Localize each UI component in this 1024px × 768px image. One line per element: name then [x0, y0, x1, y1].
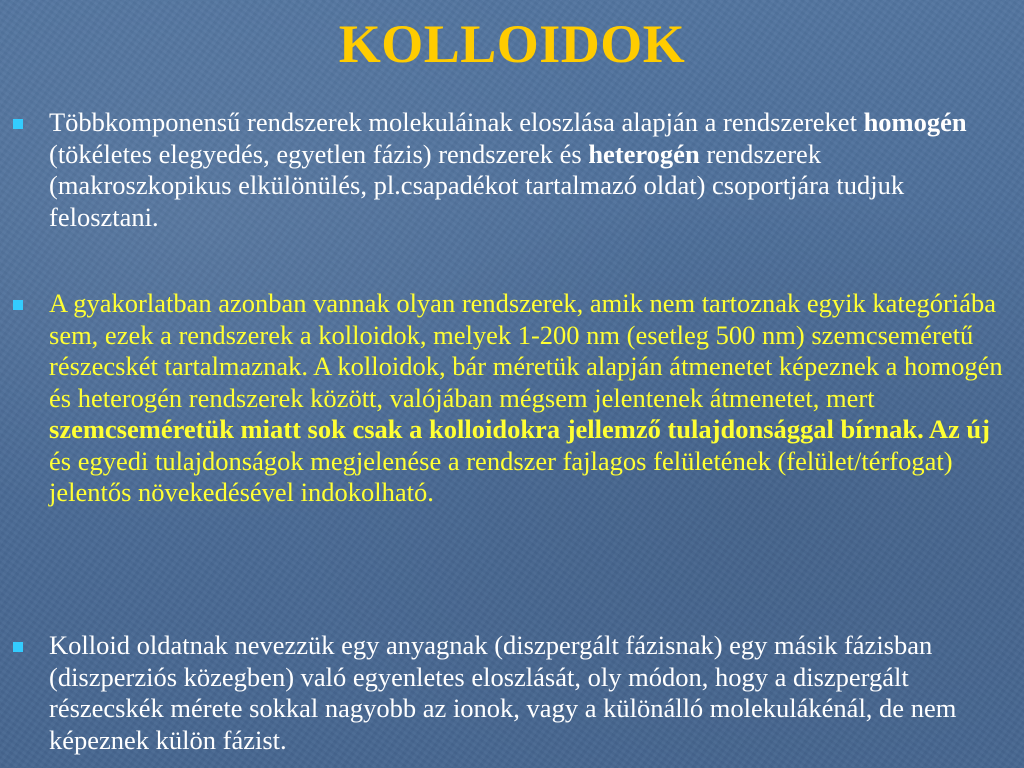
slide-title: KOLLOIDOK — [338, 14, 686, 74]
bullet-1-bold-heterogen: heterogén — [588, 138, 700, 169]
bullet-3-text: Kolloid oldatnak nevezzük egy anyagnak (diszpergált fázisnak) egy másik fázisban (diszperziós közegben) való egyenletes eloszlását, oly módon, hogy a diszpergált részecskék mérete sokkal nagyobb az ionok, vagy a különálló molekulákénál, de nem képeznek külön fázist. — [49, 630, 957, 755]
square-bullet-icon — [13, 300, 23, 310]
bullet-1-text-3: rendszerek (makroszkopikus elkülönülés, pl.csapadékot tartalmazó oldat) csoportjára tudjuk felosztani. — [49, 138, 905, 232]
bullet-2-text-2: és egyedi tulajdonságok megjelenése a rendszer fajlagos felületének (felület/térfogat) jelentős növekedésével indokolható. — [49, 445, 953, 507]
bullet-1-bold-homogen: homogén — [863, 107, 967, 137]
bullet-1-text-2: (tökéletes elegyedés, egyetlen fázis) rendszerek és — [49, 138, 589, 169]
bullet-item-3 — [49, 630, 1009, 756]
bullet-item-2 — [49, 288, 1009, 509]
bullet-1-text-1: Többkomponensű rendszerek molekuláinak eloszlása alapján a rendszereket — [49, 107, 864, 137]
bullet-2-text-1: A gyakorlatban azonban vannak olyan rendszerek, amik nem tartoznak egyik kategóriába sem, ezek a rendszerek a kolloidok, melyek 1-200 nm (esetleg 500 nm) szemcseméretű részecskét tartalmaznak. A kolloidok, bár méretük alapján átmenetet képeznek a homogén és heterogén rendszerek között, valójában mégsem jelentenek átmenetet, mert — [49, 288, 1003, 413]
square-bullet-icon — [13, 119, 23, 129]
bullet-item-1 — [49, 107, 1009, 233]
square-bullet-icon — [13, 642, 23, 652]
bullet-2-bold-text: szemcseméretük miatt sok csak a kolloidokra jellemző tulajdonsággal bírnak. Az új — [49, 414, 990, 444]
